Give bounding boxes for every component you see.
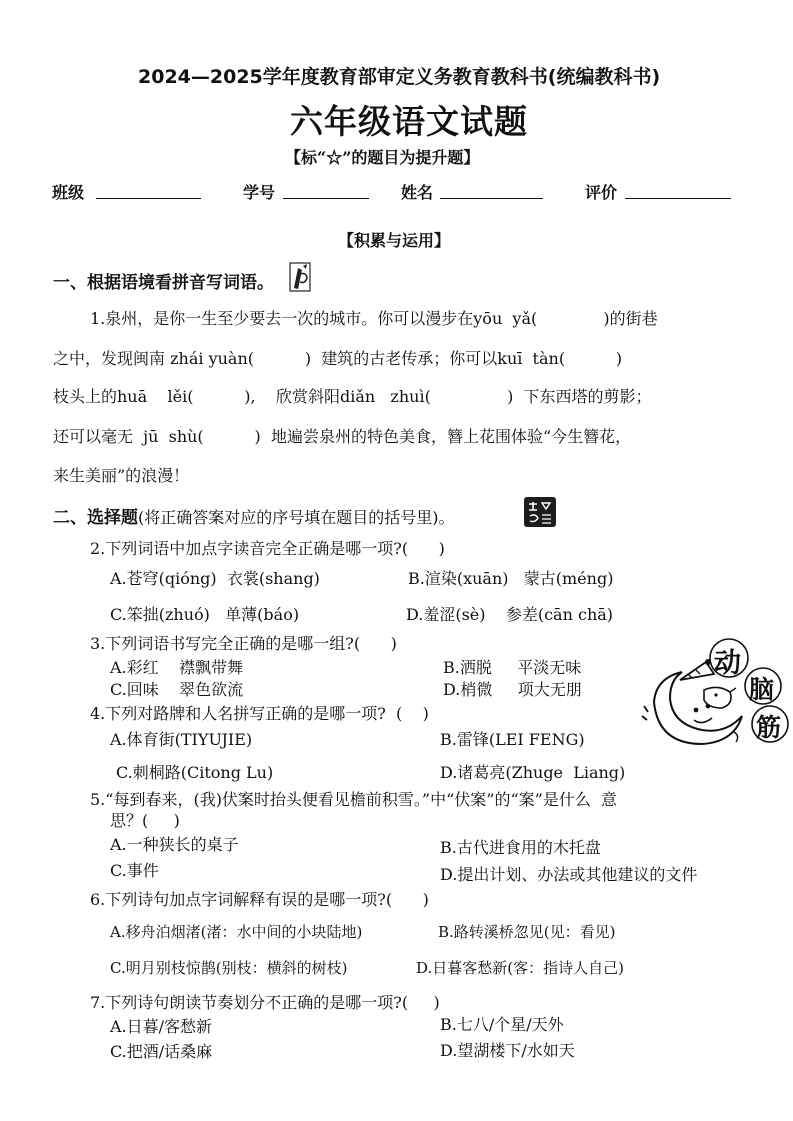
student-id-label: 学号	[243, 183, 276, 202]
part2-heading-row	[53, 503, 455, 528]
part1-line-5: 来生美丽”的浪漫！	[53, 466, 190, 485]
q6-option-d: D.日暮客愁新(客：指诗人自己)	[416, 959, 624, 977]
sticker-char-1: 动	[714, 648, 741, 679]
q7-option-a: A.日暮/客愁新	[110, 1017, 213, 1036]
exam-title: 六年级语文试题	[290, 102, 528, 141]
part2-heading: 二、选择题	[53, 508, 138, 528]
q2-stem: 2.下列词语中加点字读音完全正确是哪一项?( )	[90, 539, 445, 558]
name-field[interactable]	[440, 182, 543, 199]
section-heading: 【积累与运用】	[338, 231, 451, 250]
q4-option-c: C.刺桐路(Citong Lu)	[116, 763, 274, 782]
q5-option-a: A.一种狭长的桌子	[110, 835, 239, 854]
q7-option-b: B.七八/个星/天外	[440, 1015, 564, 1034]
q2-option-a: A.苍穹(qióng) 衣裳(shang)	[110, 569, 320, 588]
q5-stem-line-1: 5.“每到春来，(我)伏案时抬头便看见檐前积雪。”中“伏案”的“案”是什么 意	[90, 790, 618, 809]
part1-line-2: 之中，发现闽南 zhái yuàn( ) 建筑的古老传承；你可以kuī tàn( )	[53, 349, 623, 368]
q4-option-a: A.体育街(TIYUJIE)	[110, 730, 253, 749]
exam-subtitle: 2024—2025学年度教育部审定义务教育教科书(统编教科书)	[138, 66, 661, 88]
q4-stem: 4.下列对路牌和人名拼写正确的是哪一项? ( )	[90, 704, 429, 723]
q2-option-c: C.笨拙(zhuó) 单薄(báo)	[110, 605, 300, 624]
q3-option-d: D.梢微 项大无朋	[443, 680, 582, 699]
student-id-field[interactable]	[283, 182, 369, 199]
part1-line-1: 1.泉州，是你一生至少要去一次的城市。你可以漫步在yōu yǎ( )的街巷	[90, 309, 658, 328]
exam-note: 【标“☆”的题目为提升题】	[285, 148, 480, 167]
q7-option-d: D.望湖楼下/水如天	[440, 1041, 575, 1060]
part1-line-4: 还可以毫无 jū shù( ) 地遍尝泉州的特色美食，簪上花围体验“今生簪花，	[53, 427, 632, 446]
q5-option-d: D.提出计划、办法或其他建议的文件	[440, 865, 698, 884]
class-field[interactable]	[96, 182, 201, 199]
q4-option-d: D.诸葛亮(Zhuge Liang)	[440, 763, 626, 782]
q3-stem: 3.下列词语书写完全正确的是哪一组?( )	[90, 634, 397, 653]
q6-stem: 6.下列诗句加点字词解释有误的是哪一项?( )	[90, 890, 429, 909]
class-label: 班级	[52, 183, 85, 202]
q6-option-a: A.移舟泊烟渚(渚：水中间的小块陆地)	[110, 923, 363, 941]
grade-field[interactable]	[625, 182, 731, 199]
brain-teaser-sticker	[636, 632, 792, 754]
q4-option-b: B.雷锋(LEI FENG)	[440, 730, 585, 749]
q3-option-b: B.洒脱 平淡无味	[443, 658, 582, 677]
q2-option-d: D.羞涩(sè) 参差(cān chā)	[406, 605, 614, 624]
q7-option-c: C.把酒/话桑麻	[110, 1042, 213, 1061]
q2-option-b: B.渲染(xuān) 蒙古(méng)	[408, 569, 614, 588]
seal-stamp-icon	[523, 496, 557, 532]
name-label: 姓名	[401, 183, 434, 202]
q5-option-b: B.古代进食用的木托盘	[440, 838, 601, 857]
q5-stem-line-2: 思？( )	[110, 811, 180, 830]
part1-line-3: 枝头上的huā lěi( ), 欣赏斜阳diǎn zhuì( ) 下东西塔的剪影；	[53, 387, 652, 406]
q6-option-c: C.明月别枝惊鹊(别枝：横斜的树枝)	[110, 959, 348, 977]
q6-option-b: B.路转溪桥忽见(见：看见)	[438, 923, 616, 941]
sticker-char-3: 筋	[756, 713, 782, 742]
q7-stem: 7.下列诗句朗读节奏划分不正确的是哪一项?( )	[90, 993, 440, 1012]
q3-option-c: C.回味 翠色欲流	[110, 680, 244, 699]
grade-label: 评价	[585, 183, 618, 202]
part2-heading-note: (将正确答案对应的序号填在题目的括号里)。	[138, 508, 455, 527]
q5-option-c: C.事件	[110, 861, 159, 880]
part1-heading: 一、根据语境看拼音写词语。	[53, 273, 274, 293]
pen-writing-icon	[289, 262, 311, 296]
q3-option-a: A.彩红 襟飘带舞	[110, 658, 243, 677]
sticker-char-2: 脑	[749, 675, 775, 704]
